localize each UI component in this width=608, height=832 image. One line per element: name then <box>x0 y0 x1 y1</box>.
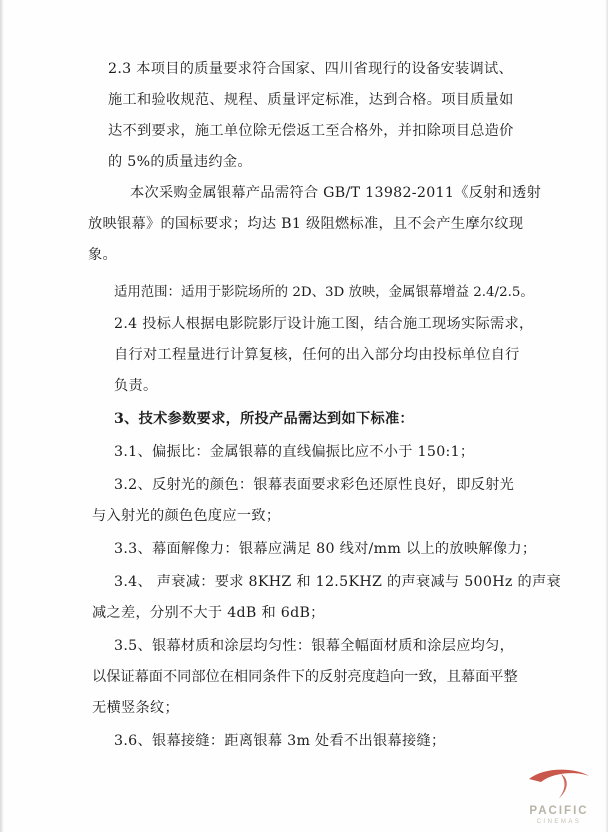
paragraph-line: 3.6、银幕接缝：距离银幕 3m 处看不出银幕接缝； <box>114 733 446 749</box>
paragraph-line: 适用范围：适用于影院场所的 2D、3D 放映，金属银幕增益 2.4/2.5。 <box>114 285 534 300</box>
paragraph-line: 放映银幕》的国标要求；均达 B1 级阻燃标准，且不会产生摩尔纹现 <box>88 216 524 232</box>
paragraph-line: 3.5、银幕材质和涂层均匀性：银幕全幅面材质和涂层应均匀， <box>114 638 515 654</box>
paragraph-line: 象。 <box>88 247 117 263</box>
paragraph-line: 本次采购金属银幕产品需符合 GB/T 13982-2011《反射和透射 <box>130 185 542 201</box>
scan-shadow-left <box>0 0 4 832</box>
paragraph-line: 负责。 <box>114 378 158 394</box>
paragraph-line: 3.4、 声衰减：要求 8KHZ 和 12.5KHZ 的声衰减与 500Hz 的声衰 <box>114 574 561 590</box>
section-heading: 3、技术参数要求，所投产品需达到如下标准： <box>114 411 414 427</box>
paragraph-line: 以保证幕面不同部位在相同条件下的反射亮度趋向一致，且幕面平整 <box>92 669 518 685</box>
paragraph-line: 3.2、反射光的颜色：银幕表面要求彩色还原性良好，即反射光 <box>114 477 515 493</box>
logo-subtitle: CINEMAS <box>536 819 582 825</box>
paragraph-line: 的 5%的质量违约金。 <box>108 154 252 170</box>
paragraph-line: 无横竖条纹； <box>92 700 179 716</box>
paragraph-line: 施工和验收规范、规程、质量评定标准，达到合格。项目质量如 <box>108 92 514 108</box>
paragraph-line: 2.4 投标人根据电影院影厅设计施工图，结合施工现场实际需求， <box>114 316 534 332</box>
paragraph-line: 自行对工程量进行计算复核，任何的出入部分均由投标单位自行 <box>114 347 520 363</box>
paragraph-line: 与入射光的颜色色度应一致； <box>92 508 281 524</box>
logo-wordmark: PACIFIC <box>529 805 589 817</box>
paragraph-line: 3.3、幕面解像力：银幕应满足 80 线对/mm 以上的放映解像力； <box>114 541 537 557</box>
paragraph-line: 达不到要求，施工单位除无偿返工至合格外，并扣除项目总造价 <box>108 123 514 139</box>
paragraph-line: 2.3 本项目的质量要求符合国家、四川省现行的设备安装调试、 <box>108 61 513 77</box>
paragraph-line: 3.1、偏振比：金属银幕的直线偏振比应不小于 150:1； <box>114 444 475 460</box>
paragraph-line: 减之差，分别不大于 4dB 和 6dB； <box>92 605 325 621</box>
